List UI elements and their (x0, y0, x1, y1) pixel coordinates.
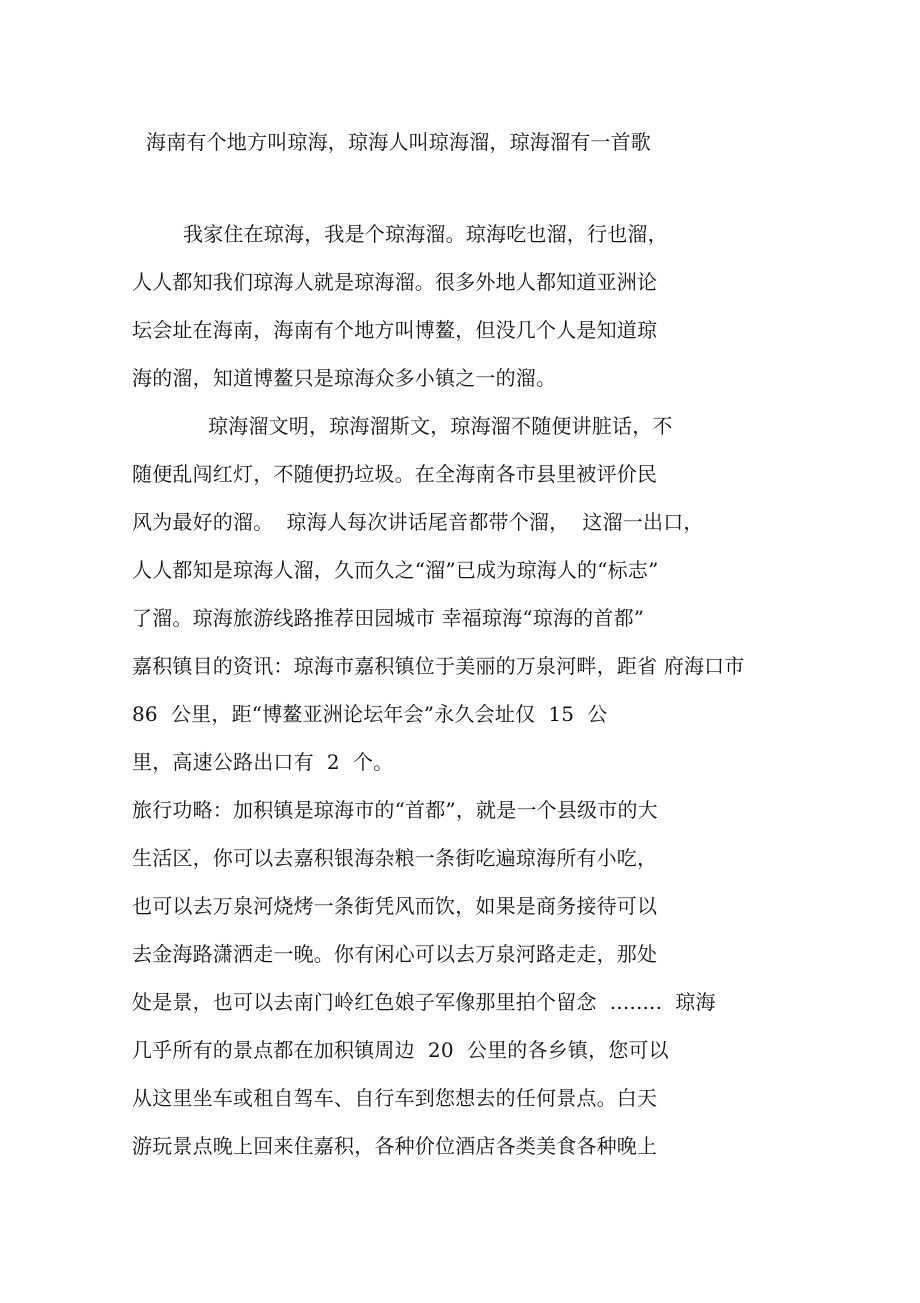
paragraph-line: 处是景，也可以去南门岭红色娘子军像那里拍个留念 ........ 琼海 (132, 990, 716, 1014)
paragraph-line: 海的溜，知道博鳌只是琼海众多小镇之一的溜。 (132, 366, 557, 390)
paragraph-line: 人人都知是琼海人溜，久而久之“溜”已成为琼海人的“标志” (132, 558, 659, 582)
paragraph-line: 风为最好的溜。 琼海人每次讲话尾音都带个溜， 这溜一出口， (132, 510, 704, 534)
paragraph-line: 琼海溜文明，琼海溜斯文，琼海溜不随便讲脏话，不 (208, 414, 673, 438)
paragraph-line: 人人都知我们琼海人就是琼海溜。很多外地人都知道亚洲论 (132, 270, 658, 294)
paragraph-line: 86 公里，距“博鳌亚洲论坛年会”永久会址仅 15 公 (132, 702, 608, 726)
paragraph-line: 随便乱闯红灯，不随便扔垃圾。在全海南各市县里被评价民 (132, 462, 658, 486)
paragraph-line: 嘉积镇目的资讯：琼海市嘉积镇位于美丽的万泉河畔，距省 府海口市 (132, 654, 745, 678)
paragraph-line: 去金海路潇洒走一晚。你有闲心可以去万泉河路走走，那处 (132, 942, 658, 966)
document-title: 海南有个地方叫琼海，琼海人叫琼海溜，琼海溜有一首歌 (146, 130, 651, 154)
paragraph-line: 也可以去万泉河烧烤一条街凭风而饮，如果是商务接待可以 (132, 894, 658, 918)
paragraph-line: 我家住在琼海，我是个琼海溜。琼海吃也溜，行也溜， (183, 222, 668, 246)
paragraph-line: 游玩景点晚上回来住嘉积，各种价位酒店各类美食各种晚上 (132, 1134, 658, 1158)
paragraph-line: 坛会址在海南，海南有个地方叫博鳌，但没几个人是知道琼 (132, 318, 658, 342)
paragraph-line: 旅行功略：加积镇是琼海市的“首都”，就是一个县级市的大 (132, 798, 658, 822)
paragraph-line: 里，高速公路出口有 2 个。 (132, 750, 394, 774)
paragraph-line: 生活区，你可以去嘉积银海杂粮一条街吃遍琼海所有小吃， (132, 846, 658, 870)
paragraph-line: 从这里坐车或租自驾车、自行车到您想去的任何景点。白天 (132, 1086, 658, 1110)
paragraph-line: 了溜。琼海旅游线路推荐田园城市 幸福琼海“琼海的首都” (132, 606, 645, 630)
paragraph-line: 几乎所有的景点都在加积镇周边 20 公里的各乡镇，您可以 (132, 1038, 669, 1062)
